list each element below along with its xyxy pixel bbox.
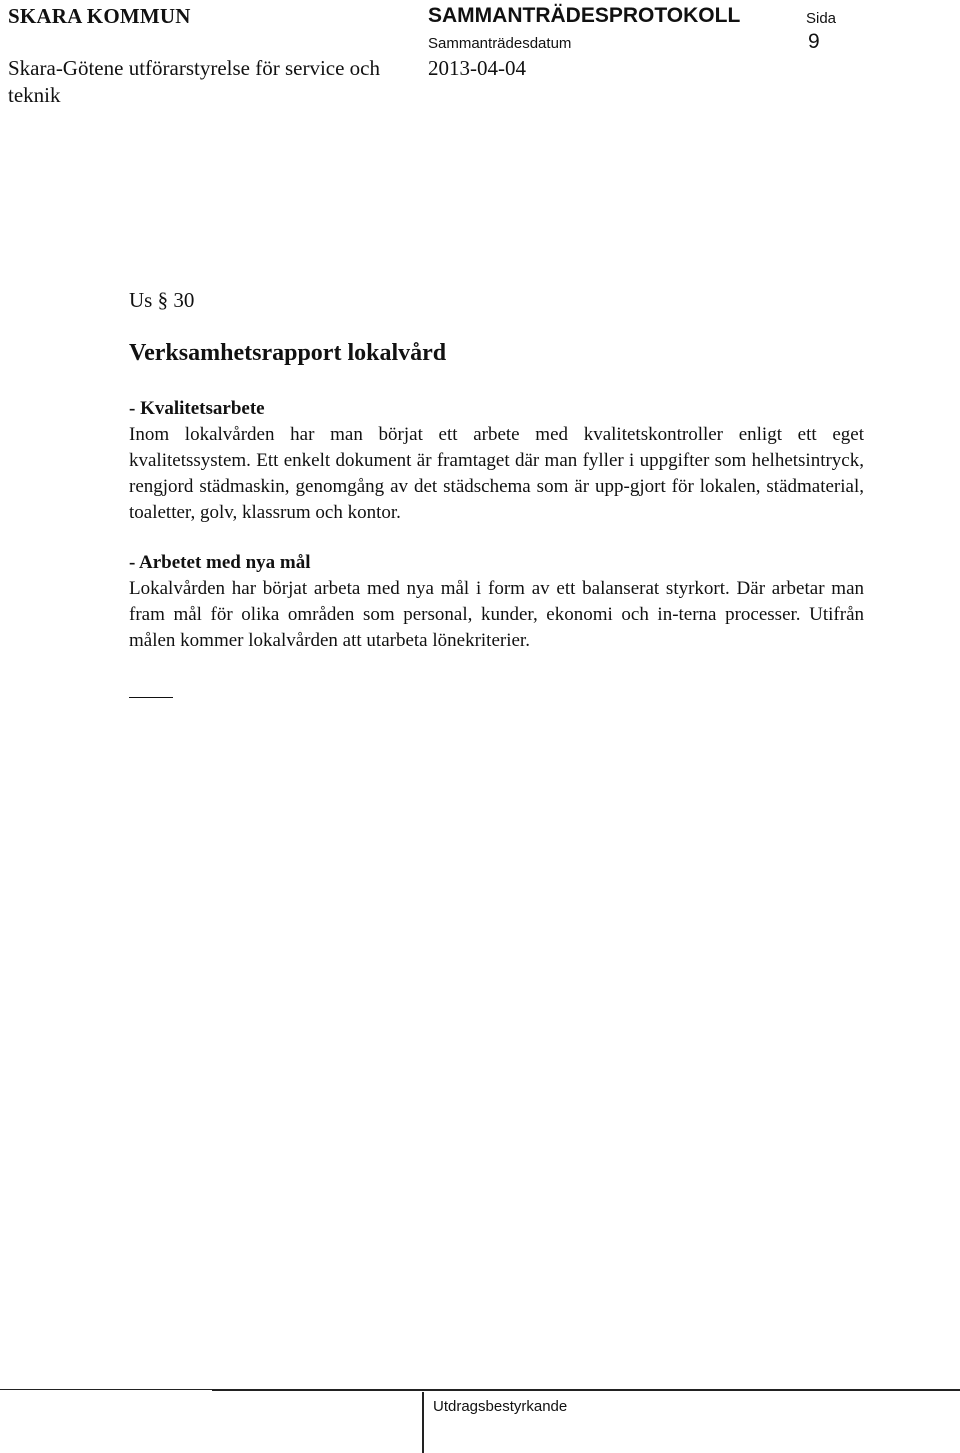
section-text: Inom lokalvården har man börjat ett arbete med kvalitetskontroller enligt ett eget kvalitetssystem. Ett enkelt dokument är framtaget där man fyller i uppgifter som helhetsintryck, rengjord städmaskin, genomgång av det städschema som är upp-gjort för lokalen, städmaterial, toaletter, golv, klassrum och kontor. bbox=[129, 424, 864, 523]
paragraph-reference: Us § 30 bbox=[129, 288, 195, 312]
department-name: Skara-Götene utförarstyrelse för service och teknik bbox=[8, 56, 381, 107]
footer-rule-right bbox=[212, 1389, 960, 1391]
page-label: Sida bbox=[806, 10, 837, 27]
section-new-goals bbox=[129, 550, 864, 654]
section-quality-work bbox=[129, 396, 864, 526]
extract-certification-label: Utdragsbestyrkande bbox=[433, 1398, 568, 1415]
footer-rule-left bbox=[0, 1389, 212, 1390]
end-rule bbox=[129, 697, 173, 698]
meeting-date: 2013-04-04 bbox=[428, 56, 526, 80]
section-subheading: - Arbetet med nya mål bbox=[129, 552, 311, 573]
meeting-date-label: Sammanträdesdatum bbox=[428, 35, 572, 52]
document-type: SAMMANTRÄDESPROTOKOLL bbox=[428, 4, 741, 27]
page-number: 9 bbox=[808, 30, 820, 53]
section-text: Lokalvården har börjat arbeta med nya mål i form av ett balanserat styrkort. Där arbetar man fram mål för olika områden som personal, kunder, ekonomi och in-terna processer. Utifrån målen kommer lokalvården att utarbeta lönekriterier. bbox=[129, 578, 864, 651]
section-subheading: - Kvalitetsarbete bbox=[129, 398, 265, 419]
organization-name: SKARA KOMMUN bbox=[8, 4, 191, 28]
footer-divider bbox=[422, 1392, 424, 1453]
page-title: Verksamhetsrapport lokalvård bbox=[129, 340, 447, 366]
